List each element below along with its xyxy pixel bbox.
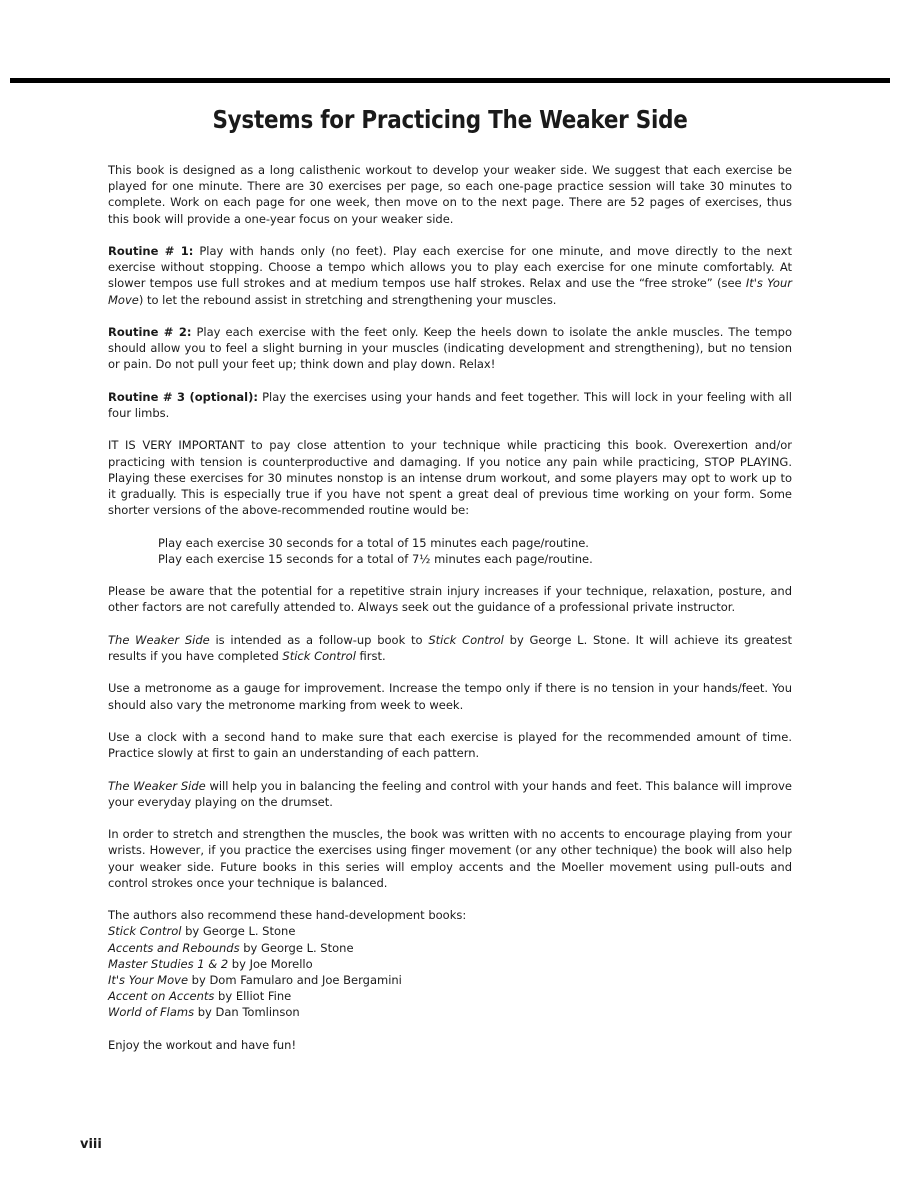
header-rule [10,78,890,83]
routine-2-paragraph: Routine # 2: Play each exercise with the feet only. Keep the heels down to isolate the ankle muscles. The tempo should allow you to feel a slight burning in your muscles (indicating development and strengthening), but no tension or pain. Do not pull your feet up; think down and play down. Relax! [108,325,792,372]
routine-3-paragraph: Routine # 3 (optional): Play the exercises using your hands and feet together. This will lock in your feeling with all four limbs. [108,389,792,420]
routine-2-label: Routine # 2: [108,325,192,339]
metronome-paragraph: Use a metronome as a gauge for improvement. Increase the tempo only if there is no tension in your hands/feet. You should also vary the metronome marking from week to week. [108,681,792,712]
intro-paragraph: This book is designed as a long calisthenic workout to develop your weaker side. We suggest that each exercise be played for one minute. There are 30 exercises per page, so each one-page practice session will take 30 minutes to complete. Work on each page for one week, then move on to the next page. There are 52 pages of exercises, thus this book will provide a one-year focus on your weaker side. [108,163,792,226]
book-title: It's Your Move [108,972,189,987]
body-text [108,162,792,1069]
book-title: The Weaker Side [108,778,206,793]
closing-paragraph: Enjoy the workout and have fun! [108,1037,297,1052]
book-title: Stick Control [108,924,182,939]
followup-paragraph: The Weaker Side is intended as a follow-up book to Stick Control by George L. Stone. It will achieve its greatest results if you have completed Stick Control first. [108,632,793,663]
book-title: It's Your Move [108,276,792,307]
balance-paragraph: The Weaker Side will help you in balancing the feeling and control with your hands and feet. This balance will improve your everyday playing on the drumset. [108,778,793,809]
recommended-books: The authors also recommend these hand-development books: Stick Control by George L. Stone Accents and Rebounds by George L. Stone Master Studies 1 & 2 by Joe Morello It's Your Move by Dom Famularo and Joe Bergamini Accent on Accents by Elliot Fine World of Flams by Dan Tomlinson [108,908,467,1020]
book-title: World of Flams [108,1005,195,1020]
book-title: Master Studies 1 & 2 [108,956,229,971]
page-title: Systems for Practicing The Weaker Side [212,105,688,134]
book-title: Accents and Rebounds [108,940,240,955]
book-title: Accent on Accents [108,989,215,1004]
book-title: Stick Control [428,632,504,647]
clock-paragraph: Use a clock with a second hand to make sure that each exercise is played for the recommended amount of time. Practice slowly at first to gain an understanding of each pattern. [108,729,792,761]
page-number: viii [80,1137,102,1152]
important-paragraph: IT IS VERY IMPORTANT to pay close attention to your technique while practicing this book. Overexertion and/or practicing with tension is counterproductive and damaging. If you notice any pain while practicing, STOP PLAYING. Playing these exercises for 30 minutes nonstop is an intense drum workout, and some players may opt to work up to it gradually. This is especially true if you have not spent a great deal of previous time working on your form. Some shorter versions of the above-recommended routine would be: [108,438,792,518]
routine-1-label: Routine # 1: [108,244,194,258]
warning-paragraph: Please be aware that the potential for a repetitive strain injury increases if your technique, relaxation, posture, and other factors are not carefully attended to. Always seek out the guidance of a professional private instructor. [108,584,792,615]
shorter-routines: Play each exercise 30 seconds for a total of 15 minutes each page/routine. Play each exercise 15 seconds for a total of 7½ minutes each page/routine. [158,535,593,566]
book-title: Stick Control [282,648,356,663]
book-title: The Weaker Side [108,632,210,647]
routine-3-label: Routine # 3 (optional): [108,389,258,404]
stretch-paragraph: In order to stretch and strengthen the muscles, the book was written with no accents to encourage playing from your wrists. However, if you practice the exercises using finger movement (or any other technique) the book will also help your weaker side. Future books in this series will employ accents and the Moeller movement using pull-outs and control strokes once your technique is balanced. [108,827,792,890]
routine-1-paragraph: Routine # 1: Play with hands only (no feet). Play each exercise for one minute, and move directly to the next exercise without stopping. Choose a tempo which allows you to play each exercise for one minute comfortably. At slower tempos use full strokes and at medium tempos use half strokes. Relax and use the “free stroke” (see It's Your Move) to let the rebound assist in stretching and strengthening your muscles. [108,244,792,307]
